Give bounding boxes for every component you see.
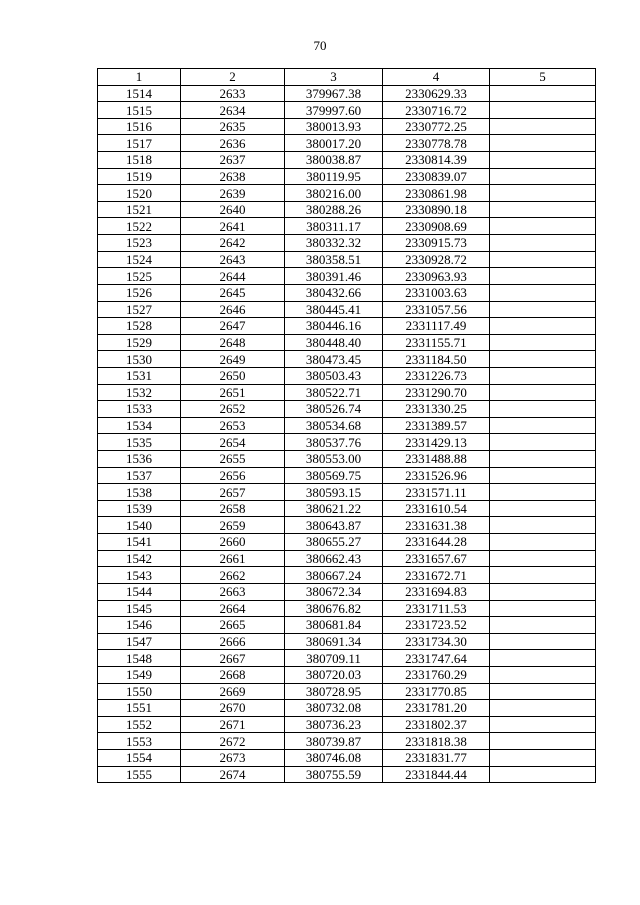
table-cell-col-3: 380643.87 (285, 517, 383, 534)
table-cell-col-3: 380728.95 (285, 683, 383, 700)
table-row (98, 467, 596, 484)
table-cell-col-2: 2653 (181, 417, 285, 434)
column-header-3: 3 (285, 69, 383, 86)
table-cell-col-5 (490, 351, 596, 368)
table-cell-col-2: 2639 (181, 185, 285, 202)
table-cell-col-1: 1547 (98, 633, 181, 650)
table-cell-col-5 (490, 168, 596, 185)
table-cell-col-1: 1529 (98, 334, 181, 351)
table-cell-col-5 (490, 401, 596, 418)
table-cell-col-1: 1519 (98, 168, 181, 185)
table-cell-col-1: 1526 (98, 284, 181, 301)
table-cell-col-5 (490, 152, 596, 169)
table-row (98, 85, 596, 102)
table-cell-col-4: 2330778.78 (383, 135, 490, 152)
column-header-4: 4 (383, 69, 490, 86)
column-header-2: 2 (181, 69, 285, 86)
header-row (98, 69, 596, 86)
table-cell-col-3: 380655.27 (285, 534, 383, 551)
table-cell-col-1: 1549 (98, 666, 181, 683)
table-cell-col-1: 1533 (98, 401, 181, 418)
table-cell-col-3: 380311.17 (285, 218, 383, 235)
table-cell-col-4: 2331723.52 (383, 617, 490, 634)
table-cell-col-4: 2330861.98 (383, 185, 490, 202)
table-cell-col-3: 380691.34 (285, 633, 383, 650)
table-cell-col-3: 380672.34 (285, 583, 383, 600)
table-cell-col-4: 2331003.63 (383, 284, 490, 301)
table-cell-col-4: 2330839.07 (383, 168, 490, 185)
table-cell-col-1: 1524 (98, 251, 181, 268)
table-cell-col-1: 1536 (98, 451, 181, 468)
table-cell-col-3: 380432.66 (285, 284, 383, 301)
table-cell-col-2: 2659 (181, 517, 285, 534)
table-row (98, 749, 596, 766)
table-cell-col-4: 2331711.53 (383, 600, 490, 617)
table-row (98, 401, 596, 418)
table-row (98, 700, 596, 717)
table-header (98, 69, 596, 86)
table-cell-col-2: 2657 (181, 484, 285, 501)
table-cell-col-1: 1544 (98, 583, 181, 600)
table-cell-col-3: 380569.75 (285, 467, 383, 484)
table-cell-col-2: 2649 (181, 351, 285, 368)
table-cell-col-5 (490, 434, 596, 451)
table-cell-col-1: 1545 (98, 600, 181, 617)
table-cell-col-1: 1537 (98, 467, 181, 484)
table-cell-col-3: 380503.43 (285, 367, 383, 384)
table-cell-col-4: 2331610.54 (383, 500, 490, 517)
table-cell-col-5 (490, 467, 596, 484)
table-row (98, 550, 596, 567)
table-cell-col-4: 2331734.30 (383, 633, 490, 650)
table-row (98, 583, 596, 600)
table-cell-col-5 (490, 500, 596, 517)
table-cell-col-2: 2661 (181, 550, 285, 567)
table-cell-col-2: 2669 (181, 683, 285, 700)
table-cell-col-3: 380216.00 (285, 185, 383, 202)
table-cell-col-5 (490, 700, 596, 717)
table-cell-col-5 (490, 102, 596, 119)
table-cell-col-2: 2637 (181, 152, 285, 169)
table-cell-col-5 (490, 550, 596, 567)
table-cell-col-3: 380537.76 (285, 434, 383, 451)
table-cell-col-3: 380473.45 (285, 351, 383, 368)
table-cell-col-3: 380746.08 (285, 749, 383, 766)
table-cell-col-5 (490, 583, 596, 600)
table-cell-col-5 (490, 666, 596, 683)
table-cell-col-2: 2648 (181, 334, 285, 351)
table-cell-col-5 (490, 716, 596, 733)
table-cell-col-4: 2331429.13 (383, 434, 490, 451)
table-cell-col-2: 2642 (181, 235, 285, 252)
table-cell-col-5 (490, 218, 596, 235)
table-cell-col-2: 2633 (181, 85, 285, 102)
table-cell-col-4: 2331694.83 (383, 583, 490, 600)
table-cell-col-5 (490, 766, 596, 783)
table-cell-col-1: 1535 (98, 434, 181, 451)
table-cell-col-2: 2643 (181, 251, 285, 268)
table-cell-col-3: 380736.23 (285, 716, 383, 733)
table-cell-col-4: 2331057.56 (383, 301, 490, 318)
table-cell-col-2: 2641 (181, 218, 285, 235)
table-cell-col-4: 2331672.71 (383, 567, 490, 584)
table-cell-col-2: 2655 (181, 451, 285, 468)
table-row (98, 417, 596, 434)
table-cell-col-3: 379967.38 (285, 85, 383, 102)
table-cell-col-1: 1548 (98, 650, 181, 667)
table-cell-col-2: 2651 (181, 384, 285, 401)
table-cell-col-2: 2673 (181, 749, 285, 766)
table-cell-col-3: 380332.32 (285, 235, 383, 252)
table-row (98, 268, 596, 285)
table-cell-col-3: 380755.59 (285, 766, 383, 783)
table-cell-col-4: 2331770.85 (383, 683, 490, 700)
table-cell-col-4: 2331844.44 (383, 766, 490, 783)
table-cell-col-4: 2331831.77 (383, 749, 490, 766)
table-cell-col-5 (490, 235, 596, 252)
table-cell-col-2: 2660 (181, 534, 285, 551)
table-cell-col-1: 1520 (98, 185, 181, 202)
table-cell-col-4: 2331330.25 (383, 401, 490, 418)
table-cell-col-1: 1534 (98, 417, 181, 434)
table-row (98, 683, 596, 700)
table-cell-col-3: 380358.51 (285, 251, 383, 268)
table-cell-col-3: 380522.71 (285, 384, 383, 401)
table-row (98, 185, 596, 202)
table-cell-col-4: 2331631.38 (383, 517, 490, 534)
table-cell-col-5 (490, 318, 596, 335)
table-cell-col-3: 379997.60 (285, 102, 383, 119)
table-cell-col-3: 380017.20 (285, 135, 383, 152)
table-cell-col-5 (490, 633, 596, 650)
table-cell-col-1: 1553 (98, 733, 181, 750)
table-cell-col-1: 1554 (98, 749, 181, 766)
table-cell-col-1: 1532 (98, 384, 181, 401)
table-row (98, 301, 596, 318)
table-cell-col-1: 1555 (98, 766, 181, 783)
table-cell-col-5 (490, 534, 596, 551)
table-cell-col-3: 380739.87 (285, 733, 383, 750)
table-cell-col-3: 380553.00 (285, 451, 383, 468)
table-cell-col-3: 380119.95 (285, 168, 383, 185)
table-cell-col-1: 1527 (98, 301, 181, 318)
table-cell-col-4: 2331571.11 (383, 484, 490, 501)
table-cell-col-2: 2636 (181, 135, 285, 152)
table-cell-col-4: 2330915.73 (383, 235, 490, 252)
table-cell-col-4: 2331526.96 (383, 467, 490, 484)
table-cell-col-1: 1538 (98, 484, 181, 501)
table-row (98, 334, 596, 351)
table-cell-col-2: 2672 (181, 733, 285, 750)
table-cell-col-1: 1525 (98, 268, 181, 285)
table-cell-col-4: 2331226.73 (383, 367, 490, 384)
table-cell-col-5 (490, 284, 596, 301)
table-cell-col-5 (490, 517, 596, 534)
coordinates-table (97, 68, 596, 783)
table-row (98, 733, 596, 750)
table-row (98, 201, 596, 218)
table-cell-col-1: 1552 (98, 716, 181, 733)
table-cell-col-1: 1523 (98, 235, 181, 252)
table-cell-col-5 (490, 683, 596, 700)
table-row (98, 567, 596, 584)
column-header-1: 1 (98, 69, 181, 86)
table-cell-col-3: 380621.22 (285, 500, 383, 517)
table-cell-col-1: 1517 (98, 135, 181, 152)
table-cell-col-2: 2650 (181, 367, 285, 384)
table-cell-col-5 (490, 567, 596, 584)
table-row (98, 118, 596, 135)
table-cell-col-1: 1516 (98, 118, 181, 135)
table-row (98, 650, 596, 667)
table-cell-col-2: 2635 (181, 118, 285, 135)
table-cell-col-3: 380013.93 (285, 118, 383, 135)
table-cell-col-1: 1551 (98, 700, 181, 717)
table-cell-col-3: 380445.41 (285, 301, 383, 318)
table-row (98, 517, 596, 534)
table-cell-col-3: 380667.24 (285, 567, 383, 584)
table-row (98, 766, 596, 783)
table-cell-col-5 (490, 733, 596, 750)
table-cell-col-3: 380448.40 (285, 334, 383, 351)
table-cell-col-4: 2330963.93 (383, 268, 490, 285)
table-cell-col-3: 380038.87 (285, 152, 383, 169)
table-cell-col-1: 1542 (98, 550, 181, 567)
table-cell-col-5 (490, 185, 596, 202)
table-cell-col-3: 380391.46 (285, 268, 383, 285)
table-cell-col-3: 380681.84 (285, 617, 383, 634)
table-cell-col-3: 380593.15 (285, 484, 383, 501)
table-cell-col-2: 2666 (181, 633, 285, 650)
table-cell-col-1: 1546 (98, 617, 181, 634)
table-cell-col-2: 2674 (181, 766, 285, 783)
table-row (98, 218, 596, 235)
table-cell-col-3: 380446.16 (285, 318, 383, 335)
table-row (98, 500, 596, 517)
table-body (98, 85, 596, 783)
table-row (98, 534, 596, 551)
table-cell-col-4: 2331184.50 (383, 351, 490, 368)
table-cell-col-5 (490, 617, 596, 634)
table-cell-col-5 (490, 417, 596, 434)
table-row (98, 666, 596, 683)
table-cell-col-1: 1541 (98, 534, 181, 551)
table-cell-col-2: 2658 (181, 500, 285, 517)
table-row (98, 135, 596, 152)
table-cell-col-4: 2331389.57 (383, 417, 490, 434)
table-row (98, 617, 596, 634)
column-header-5: 5 (490, 69, 596, 86)
page-number: 70 (313, 38, 327, 53)
table-cell-col-1: 1521 (98, 201, 181, 218)
table-row (98, 367, 596, 384)
table-cell-col-3: 380288.26 (285, 201, 383, 218)
table-row (98, 235, 596, 252)
table-cell-col-2: 2645 (181, 284, 285, 301)
table-cell-col-3: 380526.74 (285, 401, 383, 418)
table-cell-col-2: 2644 (181, 268, 285, 285)
table-cell-col-4: 2331657.67 (383, 550, 490, 567)
table-cell-col-5 (490, 484, 596, 501)
table-cell-col-5 (490, 749, 596, 766)
table-cell-col-5 (490, 650, 596, 667)
table-row (98, 716, 596, 733)
table-cell-col-1: 1539 (98, 500, 181, 517)
table-cell-col-4: 2331155.71 (383, 334, 490, 351)
table-cell-col-5 (490, 301, 596, 318)
table-cell-col-5 (490, 451, 596, 468)
table-row (98, 102, 596, 119)
table-cell-col-1: 1515 (98, 102, 181, 119)
table-cell-col-4: 2330890.18 (383, 201, 490, 218)
table-row (98, 251, 596, 268)
table-cell-col-3: 380720.03 (285, 666, 383, 683)
table-cell-col-2: 2656 (181, 467, 285, 484)
table-cell-col-2: 2646 (181, 301, 285, 318)
table-cell-col-2: 2634 (181, 102, 285, 119)
table-cell-col-4: 2330629.33 (383, 85, 490, 102)
table-cell-col-5 (490, 600, 596, 617)
table-cell-col-2: 2665 (181, 617, 285, 634)
table-cell-col-5 (490, 85, 596, 102)
table-cell-col-3: 380662.43 (285, 550, 383, 567)
table-cell-col-4: 2331818.38 (383, 733, 490, 750)
table-row (98, 451, 596, 468)
table-cell-col-5 (490, 201, 596, 218)
table-cell-col-2: 2662 (181, 567, 285, 584)
table-cell-col-4: 2331290.70 (383, 384, 490, 401)
table-cell-col-4: 2330772.25 (383, 118, 490, 135)
table-row (98, 284, 596, 301)
table-cell-col-2: 2664 (181, 600, 285, 617)
table-cell-col-3: 380709.11 (285, 650, 383, 667)
table-cell-col-1: 1531 (98, 367, 181, 384)
table-cell-col-2: 2663 (181, 583, 285, 600)
table-cell-col-2: 2654 (181, 434, 285, 451)
table-cell-col-2: 2647 (181, 318, 285, 335)
table-cell-col-1: 1540 (98, 517, 181, 534)
table-cell-col-4: 2330716.72 (383, 102, 490, 119)
table-cell-col-5 (490, 135, 596, 152)
table-row (98, 351, 596, 368)
table-row (98, 318, 596, 335)
table-cell-col-4: 2331644.28 (383, 534, 490, 551)
table-cell-col-1: 1518 (98, 152, 181, 169)
table-cell-col-1: 1514 (98, 85, 181, 102)
table-cell-col-2: 2667 (181, 650, 285, 667)
table-cell-col-3: 380534.68 (285, 417, 383, 434)
table-cell-col-1: 1543 (98, 567, 181, 584)
table-cell-col-4: 2331488.88 (383, 451, 490, 468)
table-row (98, 168, 596, 185)
table-cell-col-1: 1530 (98, 351, 181, 368)
table-row (98, 434, 596, 451)
table-cell-col-5 (490, 334, 596, 351)
table-cell-col-5 (490, 118, 596, 135)
table-cell-col-1: 1528 (98, 318, 181, 335)
table-cell-col-4: 2331781.20 (383, 700, 490, 717)
table-cell-col-2: 2671 (181, 716, 285, 733)
table-cell-col-3: 380732.08 (285, 700, 383, 717)
table-cell-col-2: 2652 (181, 401, 285, 418)
table-row (98, 633, 596, 650)
table-cell-col-2: 2640 (181, 201, 285, 218)
table-row (98, 484, 596, 501)
table-cell-col-4: 2331760.29 (383, 666, 490, 683)
table-cell-col-4: 2331747.64 (383, 650, 490, 667)
table-cell-col-5 (490, 268, 596, 285)
table-cell-col-5 (490, 384, 596, 401)
table-cell-col-4: 2330814.39 (383, 152, 490, 169)
table-cell-col-4: 2331802.37 (383, 716, 490, 733)
table-cell-col-1: 1550 (98, 683, 181, 700)
table-cell-col-1: 1522 (98, 218, 181, 235)
table-cell-col-5 (490, 367, 596, 384)
table-cell-col-2: 2638 (181, 168, 285, 185)
table-cell-col-2: 2670 (181, 700, 285, 717)
table-row (98, 600, 596, 617)
table-cell-col-4: 2331117.49 (383, 318, 490, 335)
table-cell-col-4: 2330928.72 (383, 251, 490, 268)
table-cell-col-2: 2668 (181, 666, 285, 683)
table-cell-col-4: 2330908.69 (383, 218, 490, 235)
table-cell-col-3: 380676.82 (285, 600, 383, 617)
table-cell-col-5 (490, 251, 596, 268)
table-row (98, 152, 596, 169)
table-row (98, 384, 596, 401)
